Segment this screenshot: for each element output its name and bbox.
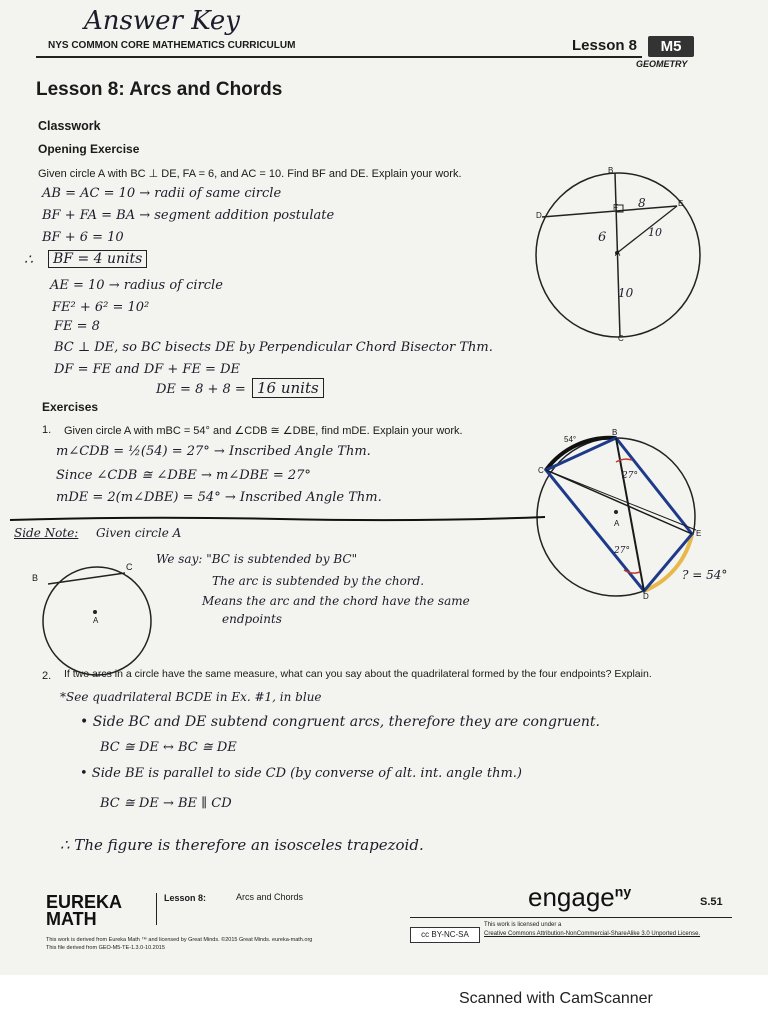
fig2-angle-bottom: 27° <box>614 546 630 556</box>
angle-arc-top <box>616 459 632 462</box>
ex2-number: 2. <box>42 670 52 682</box>
header-rule <box>36 56 642 58</box>
ex1-number: 1. <box>42 424 52 436</box>
side-note-line: We say: "BC is subtended by BC" <box>156 552 358 566</box>
fig2-label-b: B <box>612 428 618 437</box>
side-note-line: endpoints <box>222 612 282 626</box>
page-title: Lesson 8: Arcs and Chords <box>36 79 283 100</box>
opening-work-line: DE = 8 + 8 = <box>156 382 246 397</box>
engage-ny-superscript: ny <box>614 883 632 900</box>
fig1-label-c: C <box>618 334 624 343</box>
opening-work-line: BF + FA = BA → segment addition postulate <box>42 208 335 223</box>
opening-work-line: DF = FE and DF + FE = DE <box>54 362 240 377</box>
ex2-prompt: If two arcs in a circle have the same measure, what can you say about the quadrilateral formed by the four endpoints? Explain. <box>64 668 652 680</box>
answer-de: 16 units <box>252 378 324 398</box>
side-note-line: The arc is subtended by the chord. <box>212 574 425 588</box>
answer-bf: BF = 4 units <box>48 250 147 268</box>
ex2-work-line: • Side BC and DE subtend congruent arcs, therefore they are congruent. <box>80 714 600 730</box>
page-number: S.51 <box>700 896 723 908</box>
side-note-text: Given circle A <box>96 526 182 540</box>
fig3-label-c: C <box>126 562 133 572</box>
eureka-brand-top: EUREKA <box>46 892 123 912</box>
fig1-len-fe: 8 <box>638 196 646 210</box>
fig1-label-e: E <box>678 199 684 208</box>
opening-work-line: AE = 10 → radius of circle <box>50 278 223 293</box>
center-point <box>93 610 97 614</box>
fig2-angle-top: 27° <box>622 471 638 481</box>
chord-de <box>542 206 677 217</box>
cc-license-link: Creative Commons Attribution-NonCommercial-ShareAlike 3.0 Unported License. <box>484 931 701 937</box>
footer-license-line: This work is derived from Eureka Math ™ and licensed by Great Minds. ©2015 Great Minds. eureka-math.org <box>46 937 313 943</box>
opening-work-line: AB = AC = 10 → radii of same circle <box>42 186 282 201</box>
module-badge: M5 <box>648 36 694 57</box>
engage-ny-logo <box>528 882 631 913</box>
fig1-label-f: F <box>613 203 618 212</box>
fig3-label-b: B <box>32 573 39 583</box>
ex2-work-line: BC ≅ DE → BE ∥ CD <box>100 796 232 811</box>
scanner-watermark: Scanned with CamScanner <box>459 990 653 1007</box>
footer-lesson-title: Arcs and Chords <box>236 892 304 902</box>
fig1-label-a: A <box>615 249 621 258</box>
subject-label: GEOMETRY <box>636 59 688 69</box>
footer-divider <box>156 893 157 925</box>
section-exercises: Exercises <box>42 400 99 414</box>
side-note-divider <box>0 508 550 528</box>
fig1-len-ac: 10 <box>618 286 634 300</box>
side-note-label: Side Note: <box>14 526 79 540</box>
fig2-label-a: A <box>614 519 620 528</box>
opening-work-line: BC ⊥ DE, so BC bisects DE by Perpendicular Chord Bisector Thm. <box>54 340 493 355</box>
fig3-label-a: A <box>93 616 99 625</box>
opening-work-line: FE = 8 <box>54 319 100 334</box>
lesson-label: Lesson 8 <box>572 37 638 54</box>
cc-license-badge: cc BY-NC-SA <box>410 927 480 943</box>
opening-work-line: BF + 6 = 10 <box>42 230 124 245</box>
footer-license-line: This file derived from GEO-M5-TE-1.3.0-10.2015 <box>46 945 165 951</box>
handwritten-title: Answer Key <box>84 6 240 36</box>
side-note-line: Means the arc and the chord have the same <box>202 594 470 608</box>
ex1-work-line: mDE = 2(m∠DBE) = 54° → Inscribed Angle Thm. <box>56 490 382 505</box>
section-classwork: Classwork <box>38 119 101 133</box>
therefore-symbol: ∴ <box>24 252 33 268</box>
engage-text: engage <box>528 882 615 912</box>
ex1-work-line: Since ∠CDB ≅ ∠DBE → m∠DBE = 27° <box>56 468 311 483</box>
fig2-arc-bc-measure: 54° <box>564 435 577 444</box>
curriculum-name: NYS COMMON CORE MATHEMATICS CURRICULUM <box>48 40 296 51</box>
fig2-unknown-arc: ? = 54° <box>682 568 728 582</box>
ex2-work-line: BC ≅ DE ↔ BC ≅ DE <box>100 740 237 755</box>
ex2-work-line: *See quadrilateral BCDE in Ex. #1, in blue <box>60 690 322 704</box>
ex1-prompt: Given circle A with mBC = 54° and ∠CDB ≅ ∠DBE, find mDE. Explain your work. <box>64 425 463 437</box>
figure-subtended-arc-circle <box>40 568 158 678</box>
fig1-label-d: D <box>536 211 542 220</box>
chord-bc <box>48 573 125 584</box>
ex1-work-line: m∠CDB = ½(54) = 27° → Inscribed Angle Thm. <box>56 444 371 459</box>
opening-work-line: FE² + 6² = 10² <box>52 300 150 315</box>
fig1-label-b: B <box>608 166 614 175</box>
fig1-len-ae: 10 <box>648 226 662 239</box>
ex2-conclusion: ∴ The figure is therefore an isosceles trapezoid. <box>60 836 424 854</box>
eureka-brand-bottom: MATH <box>46 909 97 929</box>
fig2-label-c: C <box>538 466 544 475</box>
opening-prompt: Given circle A with BC ⊥ DE, FA = 6, and AC = 10. Find BF and DE. Explain your work. <box>38 168 462 180</box>
fig2-label-d: D <box>643 592 649 601</box>
ex2-work-line: • Side BE is parallel to side CD (by converse of alt. int. angle thm.) <box>80 766 522 781</box>
section-opening-exercise: Opening Exercise <box>38 142 140 156</box>
cc-license-text: This work is licensed under a <box>484 922 562 928</box>
fig1-len-fa: 6 <box>598 230 607 245</box>
footer-lesson-label: Lesson 8: <box>164 893 207 903</box>
footer-rule <box>410 917 732 918</box>
center-point <box>614 510 618 514</box>
fig2-label-e: E <box>696 529 702 538</box>
radius-ae <box>617 206 677 253</box>
figure-isosceles-trapezoid-circle <box>536 432 696 602</box>
chord-bd <box>616 438 644 591</box>
